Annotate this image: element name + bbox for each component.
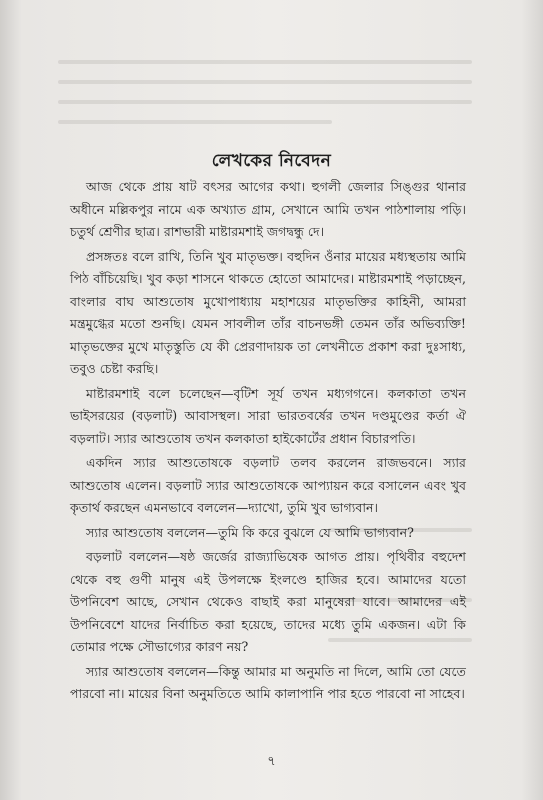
paragraph: একদিন স্যার আশুতোষকে বড়লাট তলব করলেন রাজভবনে। স্যার আশুতোষ এলেন। বড়লাট স্যার আশুতোষকে আপ্যায়ন করে বসালেন এবং খুব কৃতার্থ করছেন এমনভাবে বললেন—দ্যাখো, তুমি খুব ভাগ্যবান। bbox=[70, 455, 466, 515]
paragraph: বড়লাট বললেন—ষষ্ঠ জর্জের রাজ্যাভিষেক আগত প্রায়। পৃথিবীর বহুদেশ থেকে বহু গুণী মানুষ এই উপলক্ষে ইংলণ্ডে হাজির হবে। আমাদের যতো উপনিবেশ আছে, সেখান থেকেও বাছাই করা মানুষেরা যাবে। আমাদের এই উপনিবেশে যাদের নির্বাচিত করা হয়েছে, তাদের মধ্যে তুমি একজন। এটা কি তোমার পক্ষে সৌভাগ্যের কারণ নয়? bbox=[70, 549, 466, 654]
page-title: লেখকের নিবেদন bbox=[211, 151, 332, 171]
paragraph: আজ থেকে প্রায় ষাট বৎসর আগের কথা। হুগলী জেলার সিঙ্গুর থানার অধীনে মল্লিকপুর নামে এক অখ্যাত গ্রাম, সেখানে আমি তখন পাঠশালায় পড়ি। চতুর্থ শ্রেণীর ছাত্র। রাশভারী মাষ্টারমশাই জগদ্বন্ধু দে। bbox=[70, 179, 466, 239]
paragraph: স্যার আশুতোষ বললেন—তুমি কি করে বুঝলে যে আমি ভাগ্যবান? bbox=[86, 524, 414, 540]
paragraph: মাষ্টারমশাই বলে চলেছেন—বৃটিশ সূর্য তখন মধ্যগগনে। কলকাতা তখন ভাইসরয়ের (বড়লাট) আবাসস্থল। সারা ভারতবর্ষের তখন দণ্ডমুণ্ডের কর্তা ঐ বড়লাট। স্যার আশুতোষ তখন কলকাতা হাইকোর্টের প্রধান বিচারপতি। bbox=[70, 385, 466, 446]
paragraph: স্যার আশুতোষ বললেন—কিন্তু আমার মা অনুমতি না দিলে, আমি তো যেতে পারবো না। মায়ের বিনা অনুমতিতে আমি কালাপানি পার হতে পারবো না সাহেব। bbox=[70, 663, 466, 701]
page-number: ৭ bbox=[267, 754, 276, 769]
paragraph: প্রসঙ্গতঃ বলে রাখি, তিনি খুব মাতৃভক্ত। বহুদিন ওঁনার মায়ের মধ্যস্থতায় আমি পিঠ বাঁচিয়েছি। খুব কড়া শাসনে থাকতে হোতো আমাদের। মাষ্টারমশাই পড়াচ্ছেন, বাংলার বাঘ আশুতোষ মুখোপাধ্যায় মহাশয়ের মাতৃভক্তির কাহিনী, আমরা মন্ত্রমুগ্ধের মতো শুনছি। যেমন সাবলীল তাঁর বাচনভঙ্গী তেমন তাঁর অভিব্যক্তি! মাতৃভক্তের মুখে মাতৃস্তুতি যে কী প্রেরণাদায়ক তা লেখনীতে প্রকাশ করা দুঃসাধ্য, তবুও চেষ্টা করছি। bbox=[70, 248, 466, 376]
body-text bbox=[70, 176, 466, 708]
